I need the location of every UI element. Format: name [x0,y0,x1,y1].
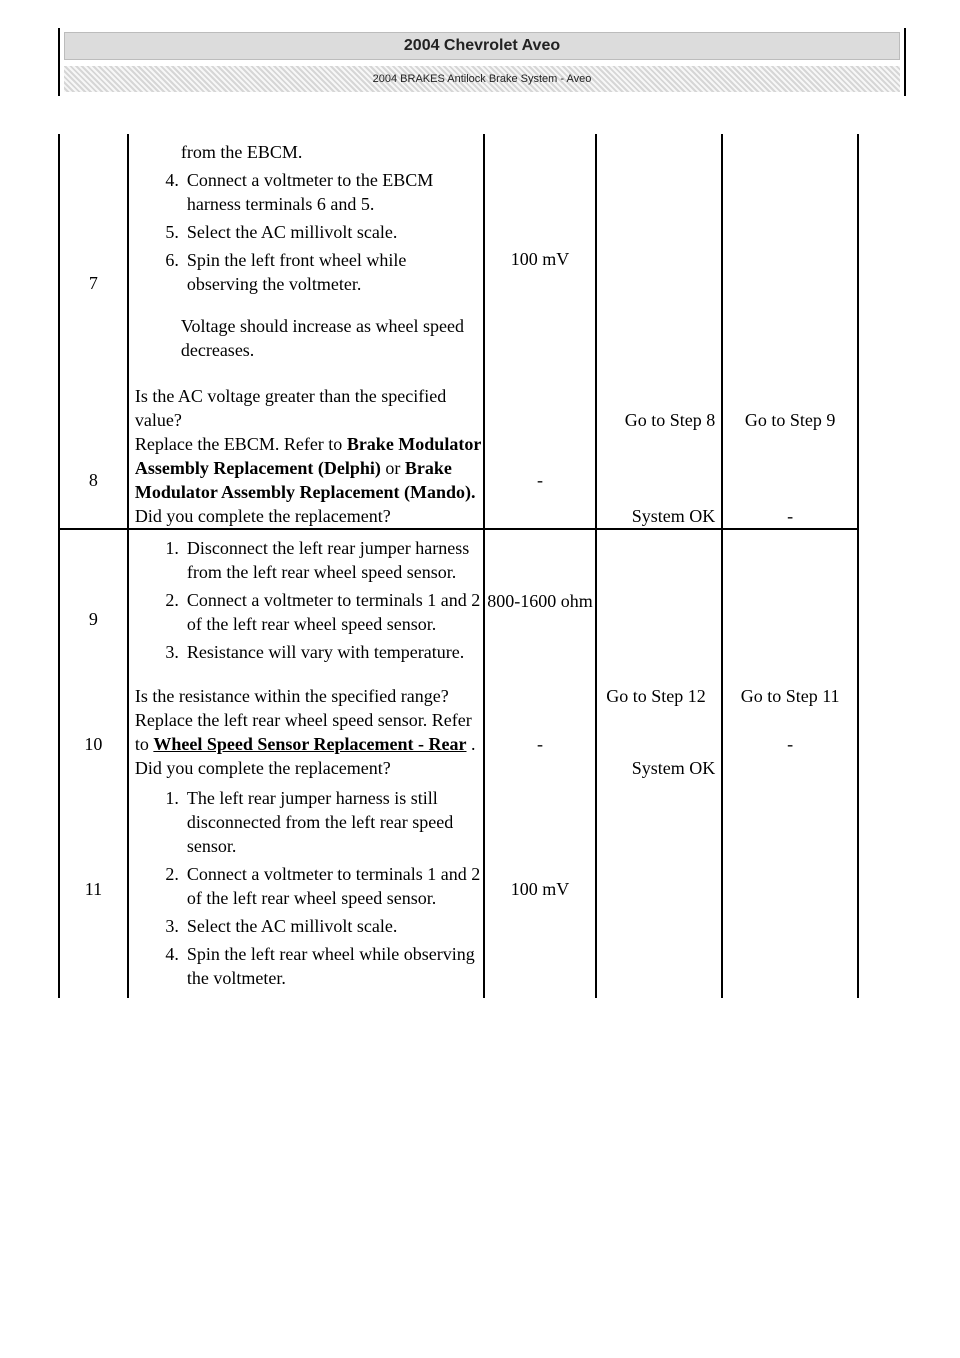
list-item: 2. Connect a voltmeter to terminals 1 and 2 of the left rear wheel speed sensor. [165,590,481,634]
step-number: 7 [59,134,128,432]
list-item: 4. Connect a voltmeter to the EBCM harness terminals 6 and 5. [165,170,434,214]
no-action: Go to Step 9 [722,384,858,432]
action-cell [128,134,484,384]
question-text: Is the AC voltage greater than the specified value? [128,384,484,432]
action-cell [128,780,484,998]
diagnostic-table [58,134,859,998]
question-text: Did you complete the replacement? [134,758,391,778]
continued-text: from the EBCM. [180,142,303,162]
table-row [59,384,858,432]
table-row [59,134,858,384]
action-cell [128,529,484,672]
note-text: Voltage should increase as wheel speed decreases. [180,316,464,360]
yes-action: System OK [596,432,723,529]
list-item: 5. Select the AC millivolt scale. [165,222,398,242]
procedure-link[interactable]: Brake Modulator Assembly Replacement (Mando). [134,458,476,502]
action-cell: Replace the left rear wheel speed sensor. Refer to Wheel Speed Sensor Replacement - Rear . Did you complete the replacement? [128,708,484,780]
value-cell: 800-1600 ohm [484,529,595,672]
document-subtitle: 2004 BRAKES Antilock Brake System - Aveo [64,66,900,92]
table-row [59,432,858,529]
list-item: 3. Select the AC millivolt scale. [165,916,398,936]
instruction-list [135,536,481,664]
no-action: - [722,708,858,780]
step-number: 9 [59,529,128,708]
value-cell: 100 mV [484,134,595,384]
table-row [59,780,858,998]
table-row [59,672,858,708]
value-cell: - [484,432,595,529]
list-item: 6. Spin the left front wheel while observing the voltmeter. [165,250,407,294]
yes-action: System OK [596,708,723,780]
list-item: 4. Spin the left rear wheel while observing the voltmeter. [165,944,475,988]
yes-action: Go to Step 8 [596,384,723,432]
table-row [59,708,858,780]
yes-action: Go to Step 12 [596,672,723,708]
list-item: 1. Disconnect the left rear jumper harness from the left rear wheel speed sensor. [165,538,470,582]
question-text: Is the resistance within the specified range? [128,672,484,708]
table-row [59,529,858,672]
list-item: 3. Resistance will vary with temperature. [165,642,465,662]
step-number: 11 [59,780,128,998]
value-cell: 100 mV [484,780,595,998]
action-cell: Replace the EBCM. Refer to Brake Modulator Assembly Replacement (Delphi) or Brake Modulator Assembly Replacement (Mando). Did you complete the replacement? [128,432,484,529]
question-text: Did you complete the replacement? [134,506,391,526]
page-header [58,28,906,96]
list-item: 1. The left rear jumper harness is still disconnected from the left rear speed sensor. [165,788,454,856]
procedure-link[interactable]: Wheel Speed Sensor Replacement - Rear [153,734,467,754]
no-action: - [722,432,858,529]
value-cell: - [484,708,595,780]
document-title: 2004 Chevrolet Aveo [64,32,900,60]
instruction-list [135,168,481,296]
instruction-list [135,786,481,990]
list-item: 2. Connect a voltmeter to terminals 1 and 2 of the left rear wheel speed sensor. [165,864,481,908]
step-number: 8 [59,432,128,529]
step-number: 10 [59,708,128,780]
no-action: Go to Step 11 [722,672,858,708]
procedure-link[interactable]: Brake Modulator Assembly Replacement (Delphi) [134,434,481,478]
